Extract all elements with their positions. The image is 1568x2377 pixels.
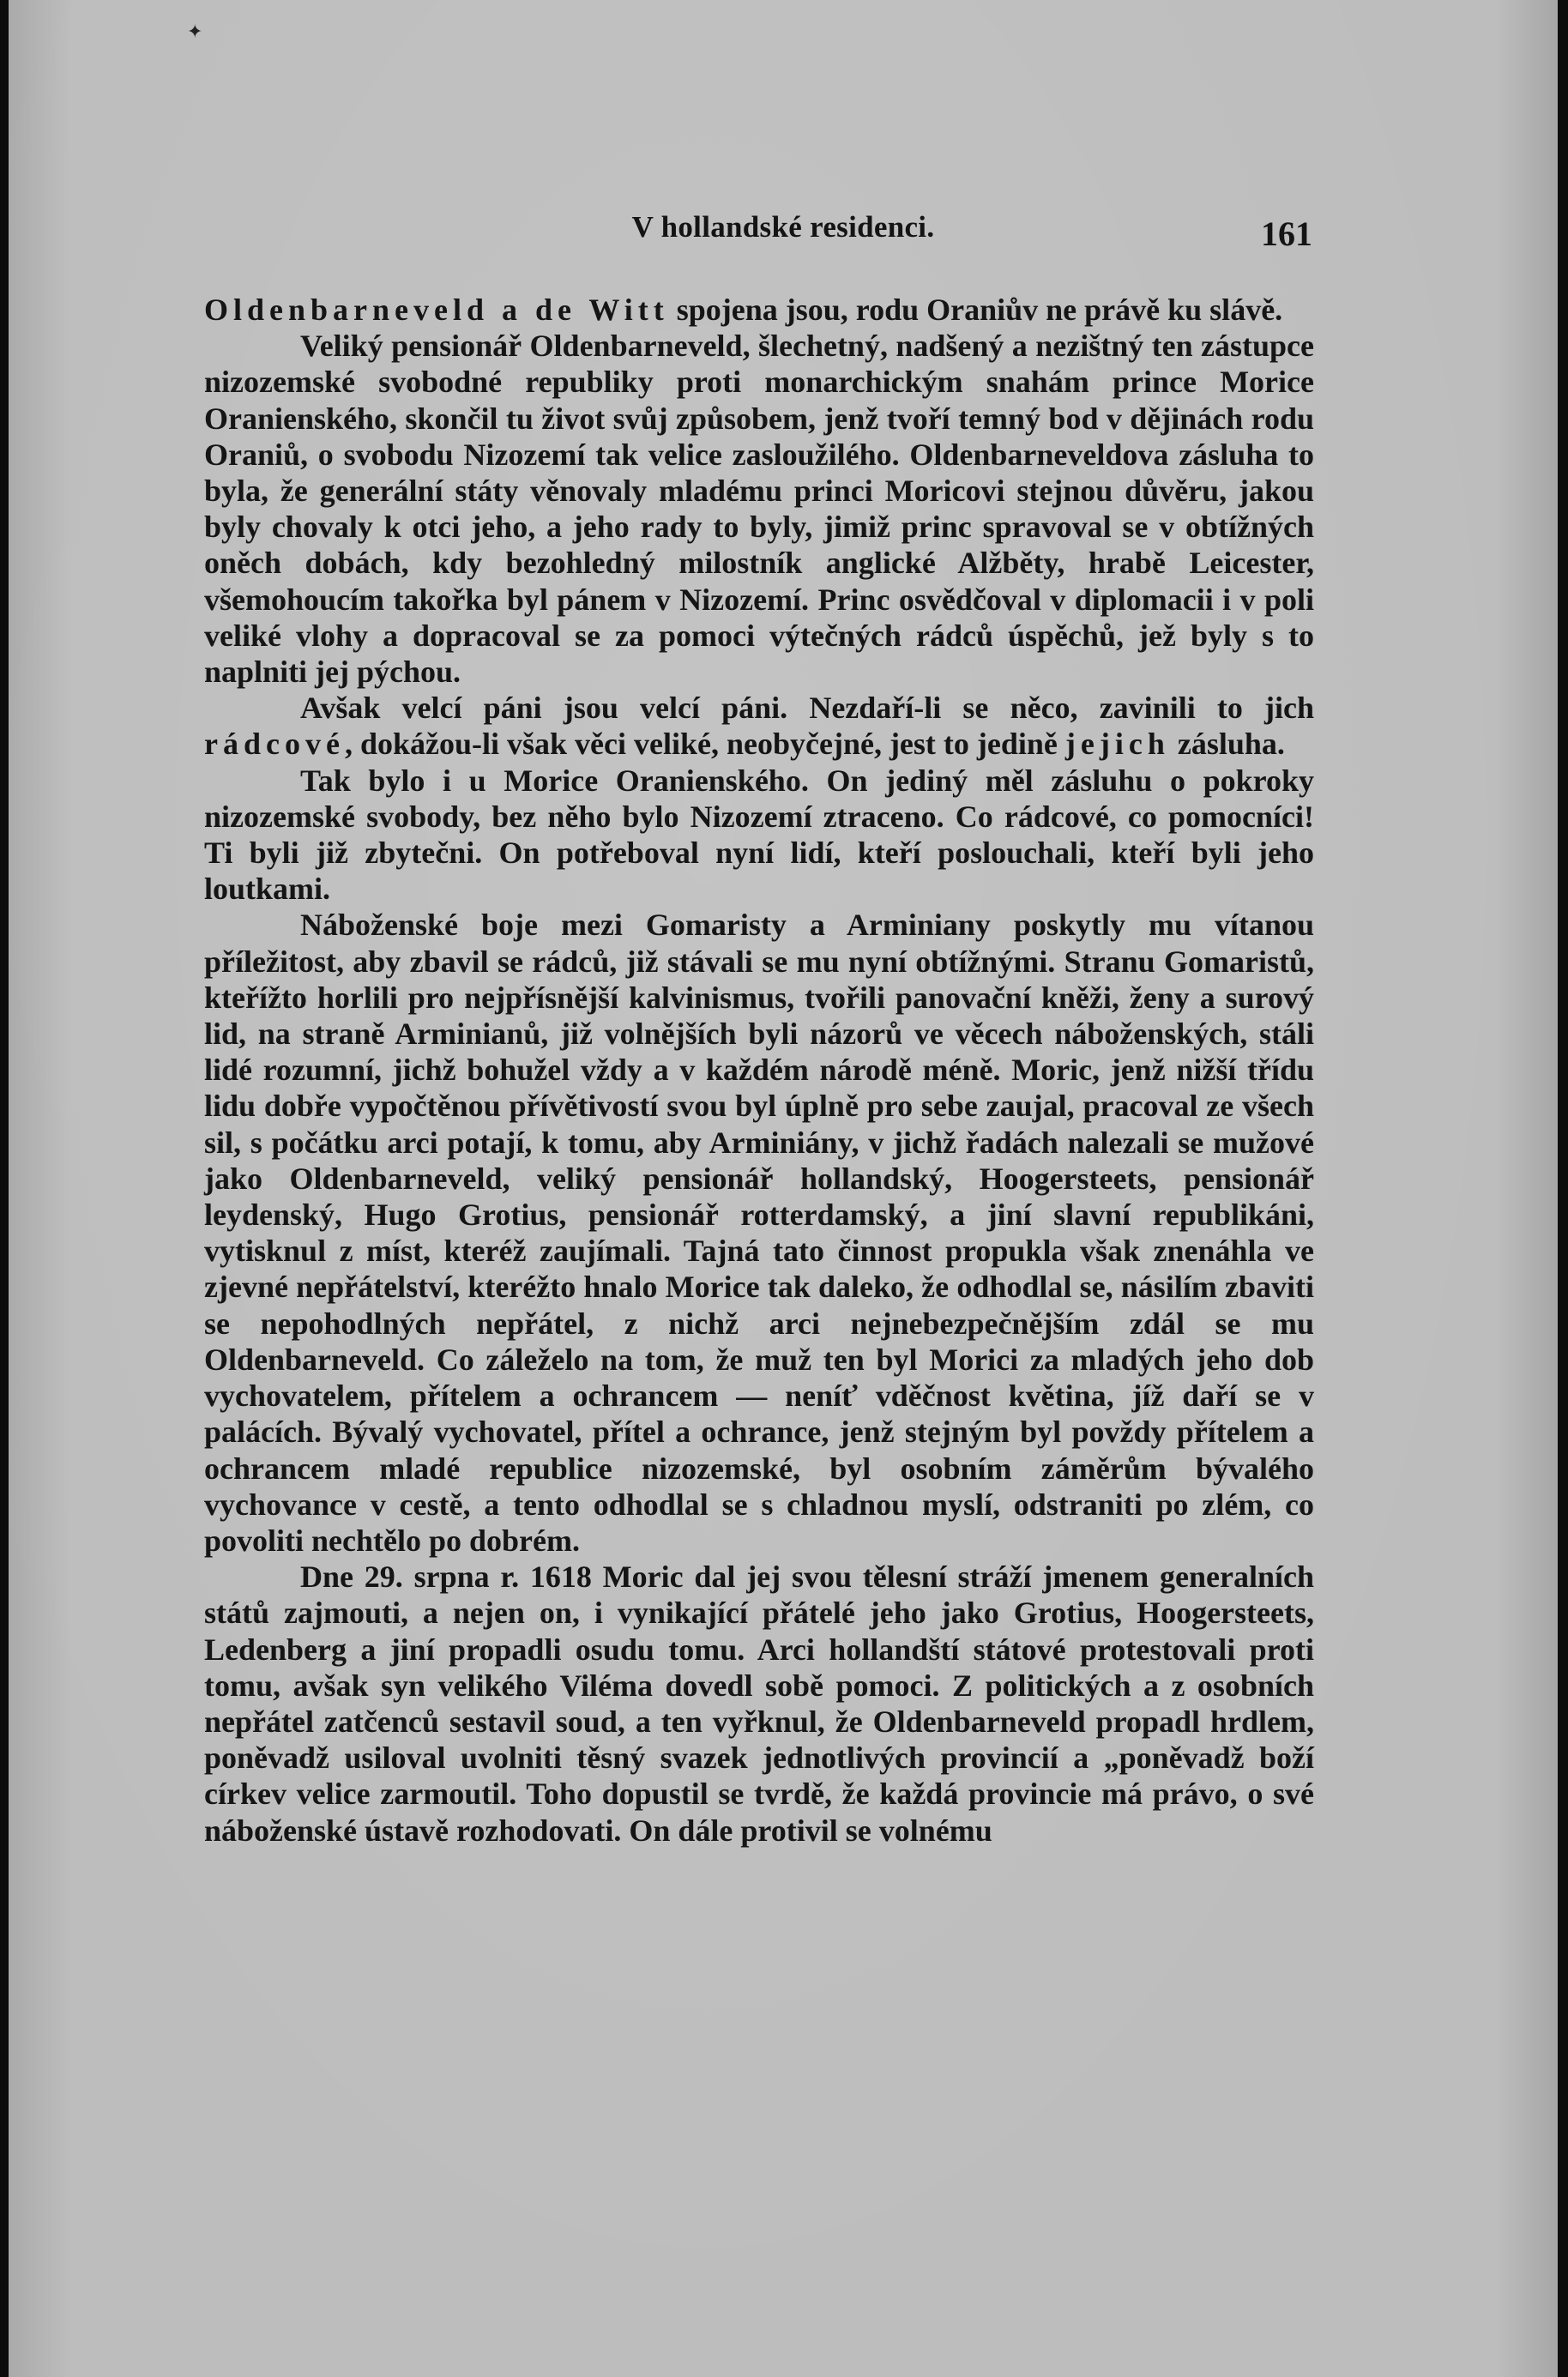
emphasized-text: jejich (1064, 727, 1170, 762)
emphasized-text: rádcové (204, 727, 345, 762)
paragraph (204, 690, 1314, 762)
emphasized-text: Oldenbarneveld a de Witt (204, 293, 669, 327)
scanned-page (9, 0, 1558, 2377)
paragraph (204, 328, 1314, 690)
running-title: V hollandské residenci. (631, 210, 935, 244)
paragraph-text: Náboženské boje mezi Gomaristy a Arminiany poskytly mu vítanou příležitost, aby zbavil se rádců, již stávali se mu nyní obtížnými. Stranu Gomaristů, kteřížto horlili pro nejpřísnější kalvinismus, tvořili panovační kněži, ženy a surový lid, na straně Arminianů, již volnějších byli názorů ve věcech náboženských, stáli lidé rozumní, jichž bohužel vždy a v každém národě méně. Moric, jenž nižší třídu lidu dobře vypočtěnou přívětivostí svou byl úplně pro sebe zaujal, pracoval ze všech sil, s počátku arci potají, k tomu, aby Arminiány, v jichž řadách nalezali se mužové jako Oldenbarneveld, veliký pensionář hollandský, Hoogersteets, pensionář leydenský, Hugo Grotius, pensionář rotterdamský, a jiní slavní republikáni, vytisknul z míst, kteréž zaujímali. Tajná tato činnost propukla však znenáhla ve zjevné nepřátelství, kteréžto hnalo Morice tak daleko, že odhodlal se, násilím zbaviti se nepohodlných nepřátel, z nichž arci nejnebezpečnějším zdál se mu Oldenbarneveld. Co záleželo na tom, že muž ten byl Morici za mladých jeho dob vychovatelem, přítelem a ochrancem — neníť vděčnost květina, jíž daří se v palácích. Bývalý vychovatel, přítel a ochrance, jenž stejným byl povždy přítelem a ochrancem mladé republice nizozemské, byl osobním záměrům bývalého vychovance v cestě, a tento odhodlal se s chladnou myslí, odstraniti po zlém, co povoliti nechtělo po dobrém. (204, 908, 1314, 1558)
paragraph-text: , dokážou-li však věci veliké, neobyčejné, jest to jedině (344, 727, 1065, 762)
paragraph-text: Veliký pensionář Oldenbarneveld, šlechetný, nadšený a nezištný ten zástupce nizozemské svobodné republiky proti monarchickým snahám prince Morice Oranienského, skončil tu život svůj způsobem, jenž tvoří temný bod v dějinách rodu Oraniů, o svobodu Nizozemí tak velice zasloužilého. Oldenbarneveldova zásluha to byla, že generální státy věnovaly mladému princi Moricovi stejnou důvěru, jakou byly chovaly k otci jeho, a jeho rady to byly, jimiž princ spravoval se v obtížných oněch dobách, kdy bezohledný milostník anglické Alžběty, hrabě Leicester, všemohoucím takořka byl pánem v Nizozemí. Princ osvědčoval v diplomacii i v poli veliké vlohy a dopracoval se za pomoci výtečných rádců úspěchů, jež byly s to naplniti jej pýchou. (204, 329, 1314, 690)
paragraph-text: Avšak velcí páni jsou velcí páni. Nezdaří-li se něco, zavinili to jich (300, 691, 1314, 726)
body-text (204, 292, 1314, 1849)
page-header (9, 210, 1558, 262)
ink-speck-mark: ✦ (187, 21, 203, 43)
page-number: 161 (1261, 214, 1312, 253)
paragraph-text: spojena jsou, rodu Oraniův ne právě ku slávě. (668, 293, 1283, 327)
paragraph (204, 763, 1314, 908)
paragraph (204, 292, 1314, 328)
paragraph (204, 1559, 1314, 1849)
paragraph-text: zásluha. (1169, 727, 1285, 762)
paragraph (204, 907, 1314, 1559)
paragraph-text: Tak bylo i u Morice Oranienského. On jediný měl zásluhu o pokroky nizozemské svobody, bez něho bylo Nizozemí ztraceno. Co rádcové, co pomocníci! Ti byli již zbytečni. On potřeboval nyní lidí, kteří poslouchali, kteří byli jeho loutkami. (204, 763, 1314, 907)
paragraph-text: Dne 29. srpna r. 1618 Moric dal jej svou tělesní stráží jmenem generalních států zajmouti, a nejen on, i vynikající přátelé jeho jako Grotius, Hoogersteets, Ledenberg a jiní propadli osudu tomu. Arci hollandští státové protestovali proti tomu, avšak syn velikého Viléma dovedl sobě pomoci. Z politických a z osobních nepřátel zatčenců sestavil soud, a ten vyřknul, že Oldenbarneveld propadl hrdlem, poněvadž usiloval uvolniti těsný svazek jednotlivých provincií a „poněvadž boží církev velice zarmoutil. Toho dopustil se tvrdě, že každá provincie má právo, o své náboženské ústavě rozhodovati. On dále protivil se volnému (204, 1560, 1314, 1848)
